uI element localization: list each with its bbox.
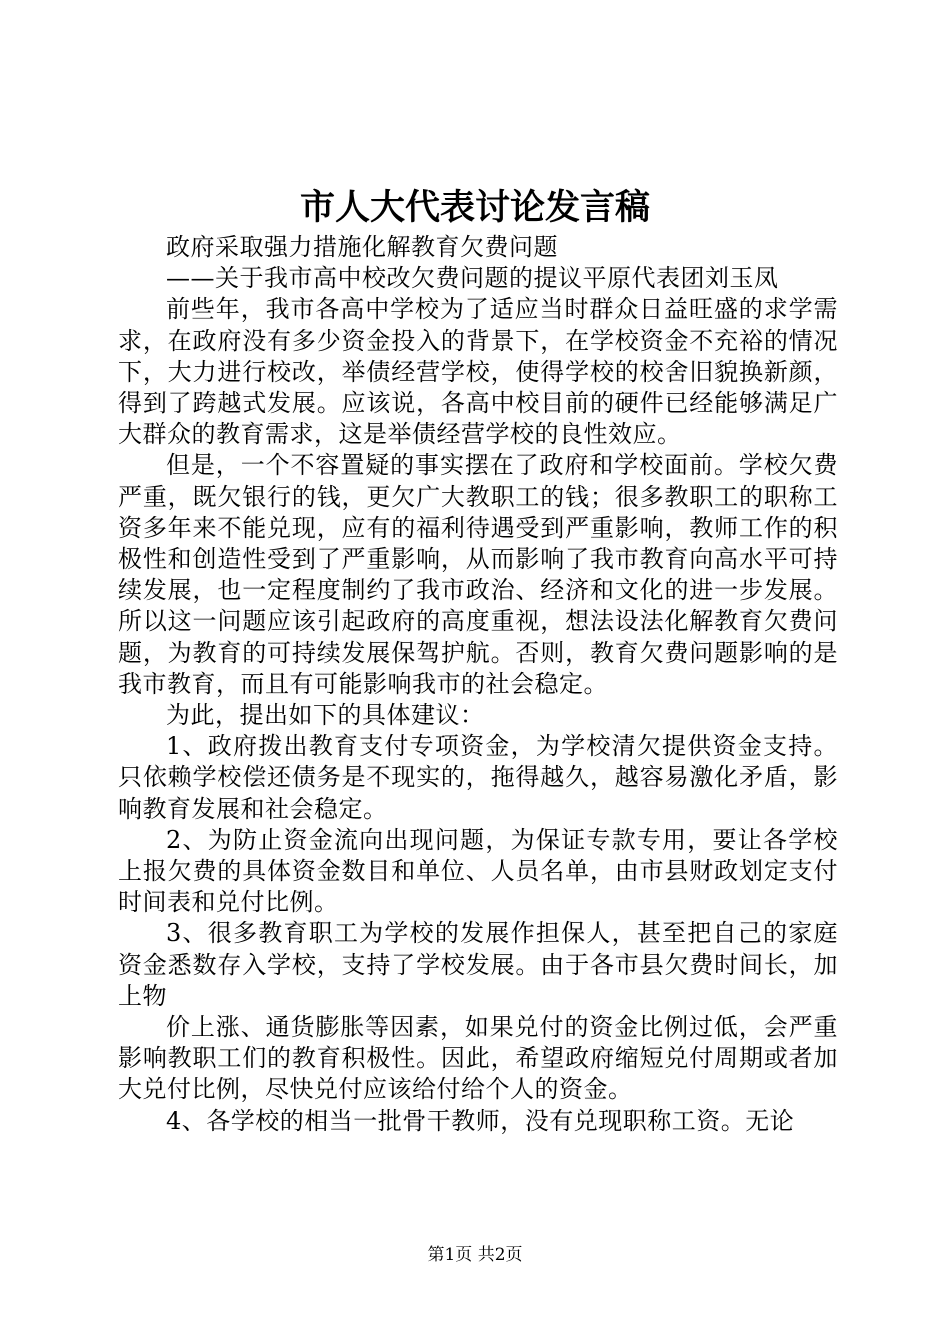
paragraph: 但是，一个不容置疑的事实摆在了政府和学校面前。学校欠费严重，既欠银行的钱，更欠广大教职工的钱；很多教职工的职称工资多年来不能兑现，应有的福利待遇受到严重影响，教师工作的积极性和创造性受到了严重影响，从而影响了我市教育向高水平可持续发展，也一定程度制约了我市政治、经济和文化的进一步发展。所以这一问题应该引起政府的高度重视，想法设法化解教育欠费问题，为教育的可持续发展保驾护航。否则，教育欠费问题影响的是我市教育，而且有可能影响我市的社会稳定。 xyxy=(118,451,838,698)
paragraph: 1、政府拨出教育支付专项资金，为学校清欠提供资金支持。只依赖学校偿还债务是不现实的，拖得越久，越容易激化矛盾，影响教育发展和社会稳定。 xyxy=(118,732,838,823)
subtitle: 政府采取强力措施化解教育欠费问题 xyxy=(166,233,558,261)
paragraph: 2、为防止资金流向出现问题，为保证专款专用，要让各学校上报欠费的具体资金数目和单位、人员名单，由市县财政划定支付时间表和兑付比例。 xyxy=(118,825,838,917)
paragraph: 前些年，我市各高中学校为了适应当时群众日益旺盛的求学需求，在政府没有多少资金投入的背景下，在学校资金不充裕的情况下，大力进行校改，举债经营学校，使得学校的校舍旧貌换新颜，得到了跨越式发展。应该说，各高中校目前的硬件已经能够满足广大群众的教育需求，这是举债经营学校的良性效应。 xyxy=(118,295,838,449)
page-title: 市人大代表讨论发言稿 xyxy=(299,188,650,228)
byline: ——关于我市高中校改欠费问题的提议平原代表团刘玉凤 xyxy=(166,264,779,293)
paragraph: 为此，提出如下的具体建议： xyxy=(166,701,485,730)
page-number-footer: 第1页 共2页 xyxy=(427,1245,523,1265)
paragraph: 3、很多教育职工为学校的发展作担保人，甚至把自己的家庭资金悉数存入学校，支持了学校发展。由于各市县欠费时间长，加上物 xyxy=(118,919,838,1010)
paragraph: 价上涨、通货膨胀等因素，如果兑付的资金比例过低，会严重影响教职工们的教育积极性。因此，希望政府缩短兑付周期或者加大兑付比例，尽快兑付应该给付给个人的资金。 xyxy=(118,1013,838,1104)
document-body xyxy=(118,232,838,1137)
paragraph: 4、各学校的相当一批骨干教师，没有兑现职称工资。无论 xyxy=(166,1106,795,1135)
